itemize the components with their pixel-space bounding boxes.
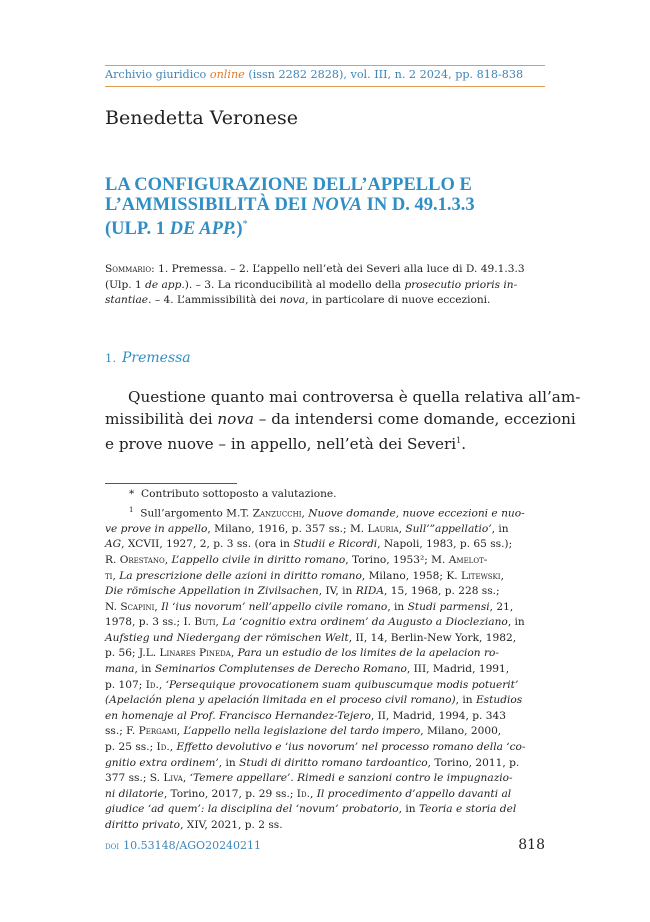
work-title: Il procedimento d’appello davanti al: [316, 787, 512, 800]
work-title: (Apelación plena y apelación limitada en el proceso civil romano): [105, 694, 456, 707]
work-title: L’appello civile in diritto romano: [171, 553, 346, 566]
footnote-line: [105, 678, 545, 694]
work-title: La ‘cognitio extra ordinem’ da Augusto a Diocleziano: [222, 616, 508, 629]
footnote-ref[interactable]: 1: [456, 436, 462, 445]
footnote-text: R.: [105, 553, 120, 566]
footnote-line: [105, 662, 545, 678]
doi-link[interactable]: 10.53148/AGO20240211: [123, 839, 262, 852]
summary-emphasis: prosecutio prioris in-: [404, 278, 518, 291]
footnote-separator: [105, 483, 237, 484]
footnote-line: [105, 615, 545, 631]
footnote-text: p. 107;: [105, 678, 146, 691]
summary-text: , in particolare di nuove eccezioni.: [305, 294, 491, 306]
footnote-text: , III, Madrid, 1991,: [406, 663, 510, 676]
author-citation: Scapini: [120, 600, 155, 613]
footnote-text: p. 25 ss.;: [105, 741, 157, 754]
section-number: 1.: [105, 351, 116, 365]
work-title: gnitio extra ordinem’: [105, 756, 219, 769]
journal-name: Archivio giuridico: [105, 68, 210, 81]
article-title: [105, 175, 555, 239]
author-citation: Litewski: [460, 569, 501, 582]
work-title: Seminarios Complutenses de Derecho Romano: [154, 663, 407, 676]
body-paragraph: [105, 386, 581, 455]
work-title: Studii e Ricordi: [293, 538, 378, 551]
footnote-text: p. 56; J.L.: [105, 647, 160, 660]
work-title: L’appello nella legislazione del tardo impero: [183, 725, 421, 738]
author-citation: Buti: [194, 616, 216, 629]
section-heading: [105, 350, 191, 366]
author-citation: Id.: [156, 741, 170, 754]
work-title: ni dilatorie: [105, 787, 164, 800]
summary-text: ). – 3. La riconducibilità al modello della: [184, 278, 405, 291]
title-line-1: LA CONFIGURAZIONE DELL’APPELLO E: [105, 175, 472, 195]
footnote-line: [105, 600, 545, 616]
work-title: Estudios: [475, 694, 523, 707]
summary-text: . – 4. L’ammissibilità dei: [148, 294, 280, 306]
title-text: (ULP. 1: [105, 219, 170, 240]
footnote-line: [105, 802, 545, 818]
author-citation: Id.: [296, 787, 310, 800]
summary-line: [105, 262, 545, 278]
author-name: Benedetta Veronese: [105, 107, 298, 129]
body-line: [105, 430, 545, 455]
work-title: Studi di diritto romano tardoantico: [239, 756, 428, 769]
title-footnote-mark: *: [242, 219, 248, 230]
header-top-rule: [105, 65, 545, 66]
journal-issue-info: (issn 2282 2828), vol. III, n. 2 2024, pp. 818-838: [244, 68, 524, 81]
footnote-text: ss.; F.: [105, 725, 139, 738]
article-summary: [105, 262, 545, 309]
work-title: La prescrizione delle azioni in diritto romano: [119, 569, 362, 582]
author-citation: Liva: [163, 772, 183, 785]
work-title: AG: [105, 538, 122, 551]
footnote-text: , II, 14, Berlin-New York, 1982,: [348, 631, 517, 644]
body-text: .: [461, 435, 467, 454]
footnote-text: ,: [309, 787, 317, 800]
summary-emphasis: de app.: [145, 278, 185, 291]
footnote-text: , 21,: [489, 600, 514, 613]
footnote-text: 1978, p. 3 ss.; I.: [105, 616, 195, 629]
work-title: en homenaje al Prof. Francisco Hernandez-Tejero: [105, 709, 371, 722]
footnote-line: [105, 756, 545, 772]
work-title: Studi parmensi: [407, 600, 490, 613]
footnote-text: , in: [387, 600, 408, 613]
footnote-line: [105, 724, 545, 740]
journal-header: [105, 68, 545, 81]
footnote-text: N.: [105, 600, 121, 613]
footnote-text: Contributo sottoposto a valutazione.: [141, 488, 337, 500]
body-text: missibilità dei: [105, 410, 218, 428]
author-citation: ti: [105, 569, 113, 582]
title-text: L’AMMISSIBILITÀ DEI: [105, 195, 312, 215]
footnote-text: , in: [398, 803, 419, 816]
footnote-line: [105, 771, 545, 787]
work-title: ‘Persequique provocationem suam quibuscumque modis potuerit’: [165, 678, 519, 691]
summary-emphasis: stantiae: [105, 294, 149, 306]
header-bottom-rule: [105, 86, 545, 87]
footnote-line: [105, 818, 545, 834]
footnote-text: ,: [500, 569, 504, 582]
footnote-text: , Torino, 2011, p.: [427, 756, 520, 769]
work-title: diritto privato: [105, 819, 181, 831]
footnote-line: [105, 787, 545, 803]
work-title: Il ‘ius novorum’ nell’appello civile romano: [161, 600, 388, 613]
summary-line: [105, 293, 545, 309]
summary-text: : 1. Premessa. – 2. L’appello nell’età dei Severi alla luce di D. 49.1.3.3: [151, 263, 525, 275]
footnote-text: , in: [134, 663, 155, 676]
footnote-text: , Milano, 1916, p. 357 ss.; M.: [207, 522, 368, 535]
page-number: 818: [518, 837, 545, 853]
author-citation: Amelot-: [448, 553, 488, 566]
body-text: – da intendersi come domande, eccezioni: [253, 410, 576, 428]
work-title: RIDA: [355, 585, 385, 598]
footnote-text: ,: [158, 678, 166, 691]
title-text: IN D. 49.1.3.3: [362, 195, 475, 215]
footnote-text: , Torino, 2017, p. 29 ss.;: [163, 787, 297, 800]
title-text: ): [236, 219, 243, 240]
work-title: mana: [105, 663, 135, 676]
author-citation: Linares Pineda: [159, 647, 231, 660]
footnote-line: [105, 537, 545, 553]
footnote-text: ,: [154, 600, 162, 613]
footnote-line: [105, 740, 545, 756]
doi-label: doi: [105, 841, 120, 852]
doi-line: [105, 839, 261, 852]
journal-online: online: [209, 68, 245, 81]
footnote-text: , Napoli, 1983, p. 65 ss.);: [377, 538, 513, 551]
footnote-text: ,: [176, 725, 184, 738]
footnote-line: [105, 553, 545, 569]
footnote-text: , in: [455, 694, 476, 707]
footnote-mark: *: [129, 488, 135, 500]
author-citation: Orestano: [119, 553, 165, 566]
work-title: giudice ‘ad quem’: la disciplina del ‘novum’ probatorio: [105, 803, 399, 816]
footnotes: [105, 487, 545, 834]
summary-emphasis: nova: [279, 294, 306, 306]
footnote-text: , Milano, 2000,: [420, 725, 502, 738]
summary-line: [105, 278, 545, 294]
footnote-line: [105, 646, 545, 662]
summary-label: Sommario: [105, 263, 152, 275]
footnote-text: , in: [507, 616, 525, 629]
footnote-line: [105, 569, 545, 585]
footnote-text: ,: [230, 647, 238, 660]
footnote-line: [105, 584, 545, 600]
author-citation: Id.: [145, 678, 159, 691]
footnote-text: ,: [301, 507, 309, 520]
footnote-text: Sull’argomento M.T.: [140, 507, 253, 520]
footnote-text: , XCVII, 1927, 2, p. 3 ss. (ora in: [121, 538, 294, 551]
work-title: Effetto devolutivo e ‘ius novorum’ nel processo romano della ‘co-: [176, 741, 526, 754]
footnote-text: ,: [215, 616, 223, 629]
footnote-text: , IV, in: [318, 585, 356, 598]
footnote-text: , XIV, 2021, p. 2 ss.: [180, 819, 283, 831]
title-line-2: [105, 195, 555, 215]
footnote-text: , Milano, 1958; K.: [361, 569, 461, 582]
author-citation: Zanzucchi: [252, 507, 302, 520]
footnote-mark: 1: [129, 505, 134, 514]
summary-text: (Ulp. 1: [105, 278, 146, 291]
body-text: e prove nuove – in appello, nell’età dei Severi: [105, 435, 457, 454]
author-citation: Lauria: [367, 522, 399, 535]
title-line-3: [105, 215, 555, 239]
footnote-line: [105, 709, 545, 725]
work-title: ve prove in appello: [105, 522, 208, 535]
body-line: Questione quanto mai controversa è quella relativa all’am-: [128, 388, 581, 406]
footnote-text: , in: [491, 522, 509, 535]
footnote-line: [105, 631, 545, 647]
work-title: Para un estudio de los limites de la apelacion ro-: [237, 647, 500, 660]
work-title: Teoria e storia del: [418, 803, 517, 816]
author-citation: Pergami: [138, 725, 177, 738]
footnote-star: [105, 487, 545, 503]
footnote-text: , in: [218, 756, 240, 769]
footnote-text: , 15, 1968, p. 228 ss.;: [384, 585, 500, 598]
footnote-line: [105, 693, 545, 709]
footnote-text: ,: [112, 569, 120, 582]
section-title: Premessa: [121, 350, 191, 366]
footnote-line: [105, 503, 545, 522]
body-line: [105, 408, 576, 430]
title-emphasis: DE APP.: [169, 219, 237, 240]
work-title: Aufstieg und Niedergang der römischen Welt: [105, 631, 349, 644]
work-title: Sull’”appellatio’: [405, 522, 492, 535]
footnote-text: , Torino, 1953²; M.: [345, 553, 449, 566]
footnote-text: ,: [164, 553, 172, 566]
body-emphasis: nova: [217, 410, 254, 428]
footnote-text: ,: [169, 741, 177, 754]
title-emphasis: NOVA: [312, 195, 363, 215]
footnote-text: 377 ss.; S.: [105, 772, 164, 785]
work-title: Nuove domande, nuove eccezioni e nuo-: [308, 507, 525, 520]
footnote-text: ,: [182, 772, 190, 785]
footnote-text: , II, Madrid, 1994, p. 343: [370, 709, 507, 722]
work-title: ‘Temere appellare’. Rimedi e sanzioni contro le impugnazio-: [189, 772, 513, 785]
footnote-text: ,: [398, 522, 406, 535]
footnote-line: [105, 522, 545, 538]
work-title: Die römische Appellation in Zivilsachen: [105, 585, 319, 598]
